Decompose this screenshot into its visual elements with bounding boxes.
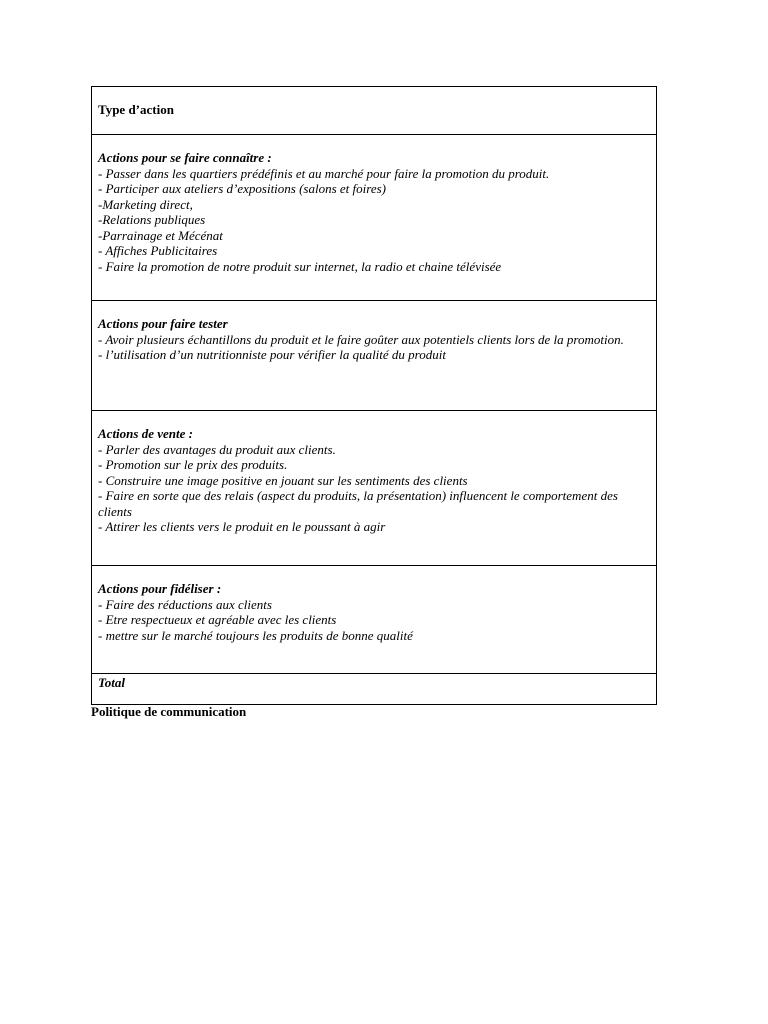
list-item: - Attirer les clients vers le produit en le poussant à agir xyxy=(98,519,386,534)
section-sales xyxy=(92,410,656,565)
section-list xyxy=(98,332,650,363)
section-trial xyxy=(92,300,656,410)
section-title: Actions pour faire tester xyxy=(98,316,228,331)
section-list xyxy=(98,597,650,644)
list-item: - Faire des réductions aux clients xyxy=(98,596,272,612)
list-item: - Passer dans les quartiers prédéfinis et au marché pour faire la promotion du produit. xyxy=(98,165,550,181)
list-item: -Marketing direct, xyxy=(98,196,193,212)
action-table xyxy=(91,86,657,705)
section-title: Actions de vente : xyxy=(98,426,193,441)
list-item: - mettre sur le marché toujours les produits de bonne qualité xyxy=(98,627,413,643)
list-item: - Etre respectueux et agréable avec les clients xyxy=(98,612,337,627)
list-item: - Faire la promotion de notre produit sur internet, la radio et chaine télévisée xyxy=(98,258,502,274)
section-title: Actions pour se faire connaître : xyxy=(98,150,272,165)
page-caption: Politique de communication xyxy=(91,704,247,719)
list-item: - Participer aux ateliers d’expositions (salons et foires) xyxy=(98,181,386,196)
section-list xyxy=(98,442,650,535)
list-item: - Parler des avantages du produit aux clients. xyxy=(98,441,336,457)
list-item: - l’utilisation d’un nutritionniste pour vérifier la qualité du produit xyxy=(98,347,446,362)
section-loyalty xyxy=(92,565,656,673)
total-row xyxy=(92,673,656,704)
list-item: - Affiches Publicitaires xyxy=(98,243,218,258)
section-list xyxy=(98,166,650,275)
section-title: Actions pour fidéliser : xyxy=(98,581,222,596)
header-label: Type d’action xyxy=(98,102,174,117)
list-item: - Avoir plusieurs échantillons du produit et le faire goûter aux potentiels clients lors de la promotion. xyxy=(98,331,624,347)
list-item: -Relations publiques xyxy=(98,212,206,227)
section-awareness xyxy=(92,134,656,300)
total-label: Total xyxy=(98,675,125,690)
list-item: - Promotion sur le prix des produits. xyxy=(98,457,288,472)
list-item: - Construire une image positive en jouant sur les sentiments des clients xyxy=(98,472,468,488)
list-item: -Parrainage et Mécénat xyxy=(98,227,223,243)
table-header-cell xyxy=(92,87,656,134)
list-item: - Faire en sorte que des relais (aspect du produits, la présentation) influencent le comportement des clients xyxy=(98,488,618,519)
